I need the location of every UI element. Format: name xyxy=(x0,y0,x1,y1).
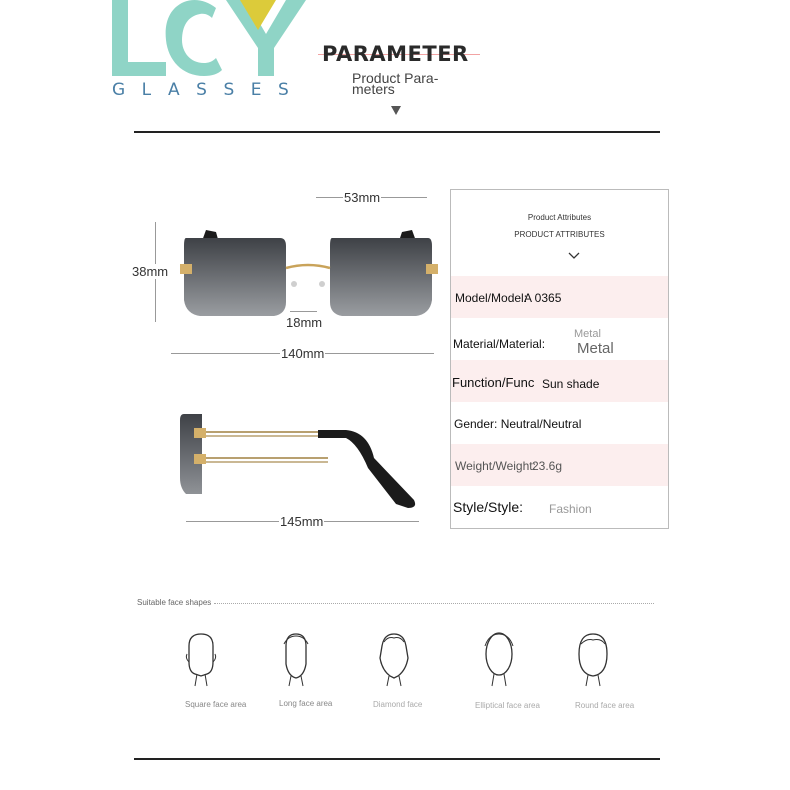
attribute-row-gender xyxy=(451,402,668,444)
page-subtitle: Product Para-meters xyxy=(352,70,439,97)
style-label: Style/Style: xyxy=(453,499,524,515)
faces-divider xyxy=(214,603,654,604)
attribute-row-function xyxy=(451,360,668,402)
square-face-icon xyxy=(181,632,221,688)
attributes-panel xyxy=(450,189,669,529)
attributes-title-caps: PRODUCT ATTRIBUTES xyxy=(514,230,605,239)
lens-height-label: 38mm xyxy=(132,264,169,279)
attributes-title: Product Attributes xyxy=(527,213,592,222)
model-label: Model/Model: xyxy=(455,291,528,305)
elliptical-face-icon xyxy=(479,632,519,688)
model-value: A 0365 xyxy=(524,291,562,305)
face-caption-long: Long face area xyxy=(279,699,333,708)
diamond-face-icon xyxy=(374,632,414,688)
face-caption-elliptical: Elliptical face area xyxy=(475,701,540,710)
function-value: Sun shade xyxy=(542,377,600,391)
down-arrow-icon xyxy=(391,106,401,115)
attribute-row-material xyxy=(451,318,668,360)
function-label: Function/Func xyxy=(452,375,535,390)
bridge-line xyxy=(290,311,317,312)
bridge-label: 18mm xyxy=(286,315,323,330)
attribute-row-weight xyxy=(451,444,668,486)
brand-subtitle: GLASSES xyxy=(112,80,306,100)
top-divider xyxy=(134,131,660,133)
temple-length-label: 145mm xyxy=(280,514,324,529)
chevron-down-icon xyxy=(568,252,580,260)
brand-logo xyxy=(108,0,328,78)
style-value: Fashion xyxy=(549,502,592,516)
gender-label: Gender: Neutral/Neutral xyxy=(454,417,582,431)
face-caption-diamond: Diamond face xyxy=(373,700,423,709)
long-face-icon xyxy=(276,632,316,688)
attribute-row-style xyxy=(451,486,668,528)
weight-value: 23.6g xyxy=(532,459,563,473)
attribute-row-model xyxy=(451,276,668,318)
page-title: PARAMETER xyxy=(322,42,469,66)
lens-width-label: 53mm xyxy=(344,190,381,205)
weight-label: Weight/Weight: xyxy=(455,459,536,473)
glasses-front-image xyxy=(176,222,442,322)
material-value-large: Metal xyxy=(577,340,614,357)
material-label: Material/Material: xyxy=(453,337,546,351)
bottom-divider xyxy=(134,758,660,760)
face-caption-square: Square face area xyxy=(185,700,247,709)
frame-width-label: 140mm xyxy=(281,346,325,361)
face-caption-round: Round face area xyxy=(575,701,635,710)
material-value: Metal xyxy=(574,328,601,340)
faces-title: Suitable face shapes xyxy=(137,598,212,607)
round-face-icon xyxy=(573,632,613,688)
glasses-side-image xyxy=(178,408,422,512)
